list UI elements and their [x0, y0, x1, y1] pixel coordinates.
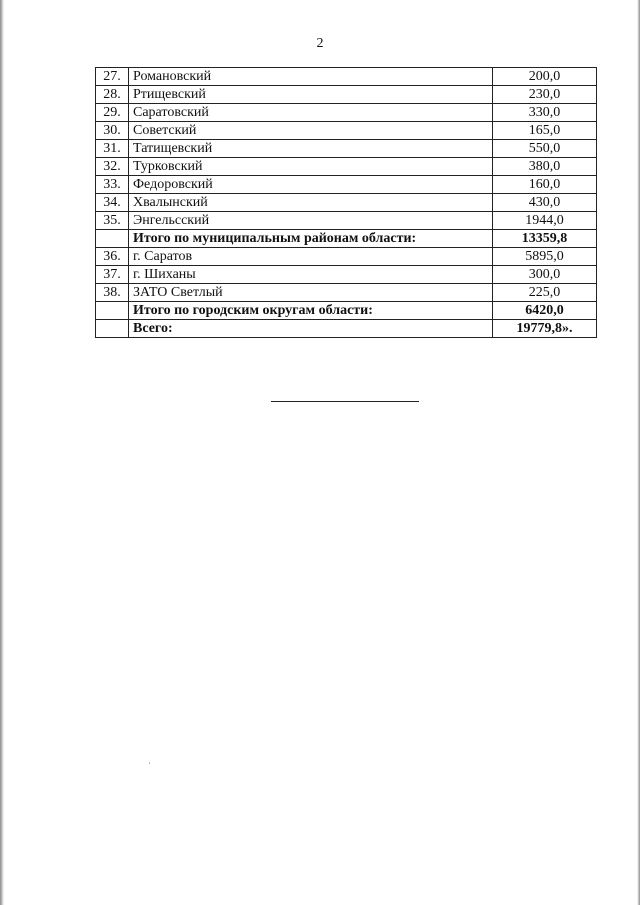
- row-name: Саратовский: [129, 104, 493, 122]
- row-value: 380,0: [493, 158, 597, 176]
- row-value: 160,0: [493, 176, 597, 194]
- row-value: 300,0: [493, 266, 597, 284]
- row-name: Энгельсский: [129, 212, 493, 230]
- subtotal-districts-label: Итого по муниципальным районам области:: [129, 230, 493, 248]
- row-value: 430,0: [493, 194, 597, 212]
- table-row: [96, 140, 597, 158]
- scan-speck: [149, 762, 150, 764]
- row-name: ЗАТО Светлый: [129, 284, 493, 302]
- row-number-empty: [96, 230, 129, 248]
- row-value: 225,0: [493, 284, 597, 302]
- subtotal-row-cities: [96, 302, 597, 320]
- row-value: 200,0: [493, 68, 597, 86]
- allocation-table: [95, 67, 597, 338]
- row-name: Татищевский: [129, 140, 493, 158]
- subtotal-districts-value: 13359,8: [493, 230, 597, 248]
- table-row: [96, 266, 597, 284]
- row-number-empty: [96, 320, 129, 338]
- row-name: г. Шиханы: [129, 266, 493, 284]
- row-value: 550,0: [493, 140, 597, 158]
- row-number: 37.: [96, 266, 129, 284]
- row-number: 35.: [96, 212, 129, 230]
- table-row: [96, 86, 597, 104]
- table-row: [96, 68, 597, 86]
- table-row: [96, 212, 597, 230]
- grand-total-value: 19779,8».: [493, 320, 597, 338]
- table-row: [96, 284, 597, 302]
- row-name: Хвалынский: [129, 194, 493, 212]
- grand-total-label: Всего:: [129, 320, 493, 338]
- row-number: 28.: [96, 86, 129, 104]
- table-row: [96, 158, 597, 176]
- row-number-empty: [96, 302, 129, 320]
- row-number: 32.: [96, 158, 129, 176]
- table-row: [96, 176, 597, 194]
- table-row: [96, 194, 597, 212]
- row-name: Романовский: [129, 68, 493, 86]
- end-divider-line: [271, 401, 419, 402]
- scan-edge-left: [0, 0, 4, 905]
- row-value: 5895,0: [493, 248, 597, 266]
- row-number: 31.: [96, 140, 129, 158]
- row-value: 165,0: [493, 122, 597, 140]
- subtotal-row-districts: [96, 230, 597, 248]
- row-name: Федоровский: [129, 176, 493, 194]
- row-value: 230,0: [493, 86, 597, 104]
- row-number: 30.: [96, 122, 129, 140]
- row-name: Советский: [129, 122, 493, 140]
- subtotal-cities-label: Итого по городским округам области:: [129, 302, 493, 320]
- page-number: 2: [316, 36, 324, 51]
- table-row: [96, 122, 597, 140]
- table-row: [96, 248, 597, 266]
- row-name: Ртищевский: [129, 86, 493, 104]
- grand-total-row: [96, 320, 597, 338]
- row-number: 36.: [96, 248, 129, 266]
- row-name: Турковский: [129, 158, 493, 176]
- row-number: 27.: [96, 68, 129, 86]
- row-number: 33.: [96, 176, 129, 194]
- row-name: г. Саратов: [129, 248, 493, 266]
- subtotal-cities-value: 6420,0: [493, 302, 597, 320]
- row-number: 38.: [96, 284, 129, 302]
- row-value: 1944,0: [493, 212, 597, 230]
- row-number: 29.: [96, 104, 129, 122]
- row-value: 330,0: [493, 104, 597, 122]
- row-number: 34.: [96, 194, 129, 212]
- table-row: [96, 104, 597, 122]
